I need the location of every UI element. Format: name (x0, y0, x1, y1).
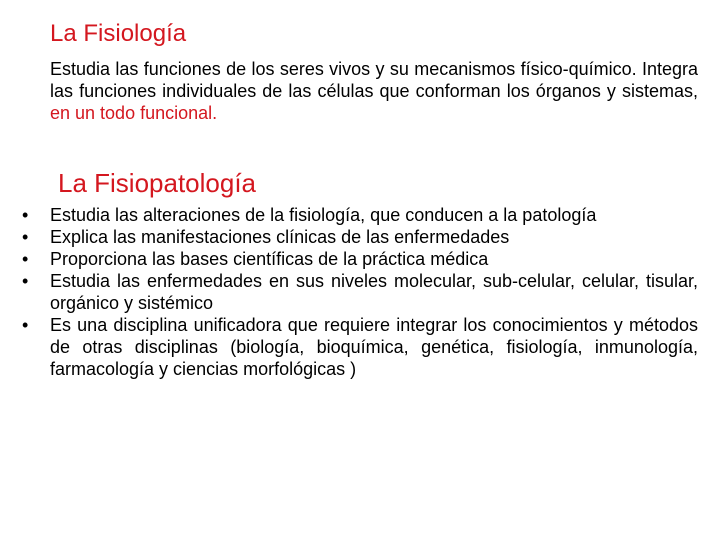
list-item (22, 204, 698, 226)
list-item-text: Estudia las enfermedades en sus niveles molecular, sub-celular, celular, tisular, orgánico y sistémico (50, 271, 698, 313)
list-item (22, 270, 698, 314)
bullet-icon: • (22, 315, 29, 335)
bullet-icon: • (22, 271, 29, 291)
list-item-text: Explica las manifestaciones clínicas de las enfermedades (50, 227, 510, 247)
bullet-icon: • (22, 227, 29, 247)
list-item-text: Estudia las alteraciones de la fisiología, que conducen a la patología (50, 205, 597, 225)
fisiopatologia-bullet-list (22, 204, 698, 380)
highlighted-phrase: en un todo funcional. (50, 103, 218, 123)
bullet-icon: • (22, 249, 29, 269)
list-item-text: Proporciona las bases científicas de la práctica médica (50, 249, 489, 269)
section-title-fisiopatologia: La Fisiopatología (58, 168, 257, 198)
list-item (22, 226, 698, 248)
section-title-fisiologia: La Fisiología (50, 20, 187, 47)
list-item (22, 314, 698, 380)
fisiologia-description-text: Estudia las funciones de los seres vivos y su mecanismos físico-químico. Integra las funciones individuales de las células que conforman los órganos y sistemas, (50, 59, 698, 101)
bullet-icon: • (22, 205, 29, 225)
list-item (22, 248, 698, 270)
fisiologia-description (50, 58, 698, 124)
list-item-text: Es una disciplina unificadora que requiere integrar los conocimientos y métodos de otras disciplinas (biología, bioquímica, genética, fisiología, inmunología, farmacología y ciencias morfológicas ) (50, 315, 698, 379)
